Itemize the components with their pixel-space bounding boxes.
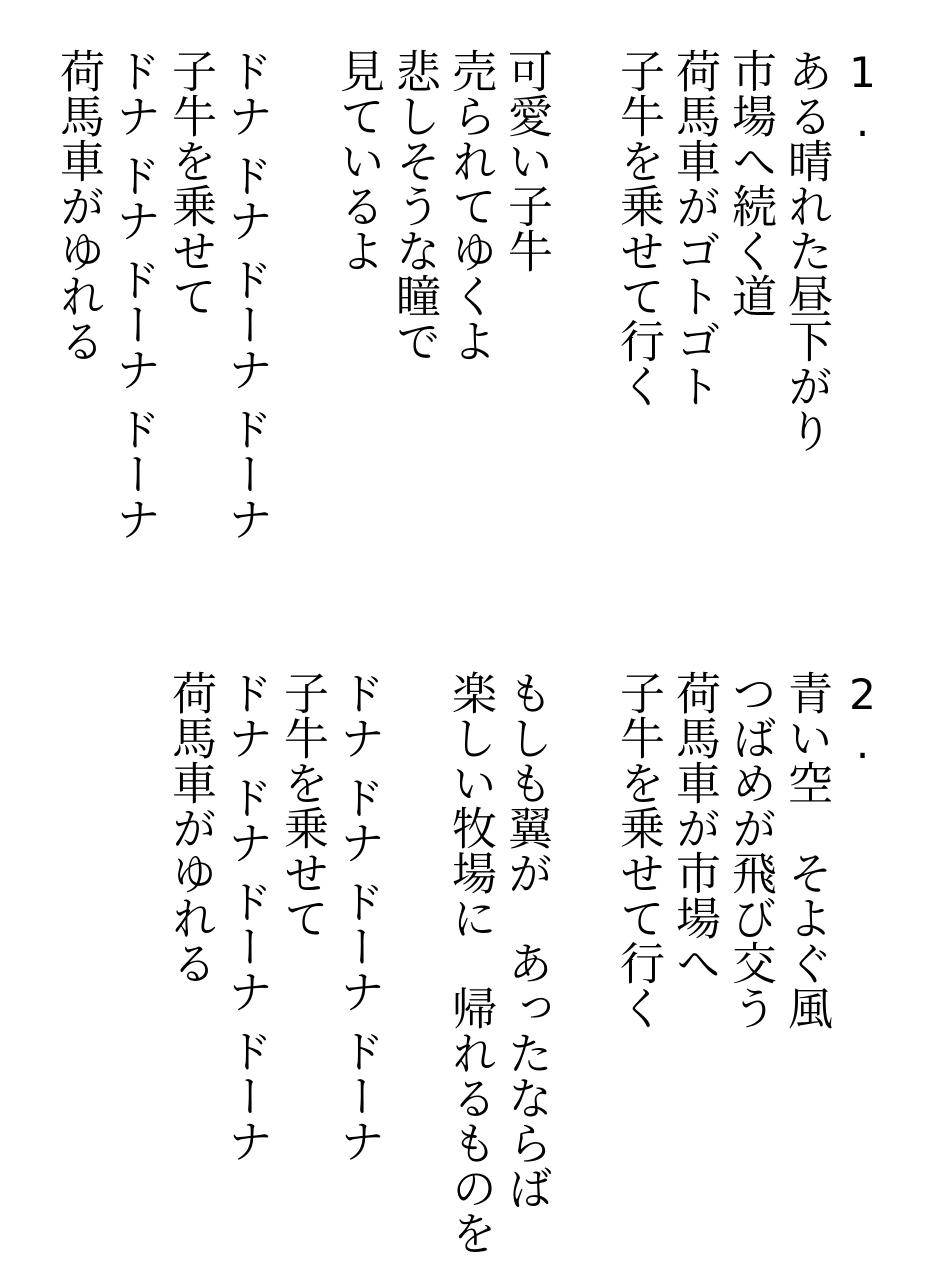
lyric-line: ドナ ドナ ドーナ ドーナ <box>108 48 161 541</box>
lyric-line: 子牛を乗せて行く <box>612 48 665 408</box>
lyric-line: ドナ ドナ ドーナ ドーナ <box>220 670 273 1163</box>
lyric-line: ある晴れた昼下がり <box>780 48 833 453</box>
lyric-line: 子牛を乗せて行く <box>612 670 665 1030</box>
lyric-line: つばめが飛び交う <box>724 670 777 1030</box>
lyric-line: 見ているよ <box>332 48 385 273</box>
lyric-line: 荷馬車がゆれる <box>164 670 217 985</box>
lyric-line: 市場へ続く道 <box>724 48 777 318</box>
lyric-line: 子牛を乗せて <box>276 670 329 940</box>
stanza-gap <box>274 48 330 648</box>
lyric-line: 子牛を乗せて <box>164 48 217 318</box>
lyric-line: 荷馬車がゆれる <box>52 48 105 363</box>
lyric-line: もしも翼が あったならば <box>500 670 553 1210</box>
verse-2 <box>162 670 890 1270</box>
lyric-line: ドナ ドナ ドーナ ドーナ <box>332 670 385 1163</box>
lyric-line: 楽しい牧場に 帰れるものを <box>444 670 497 1255</box>
stanza-gap <box>554 670 610 1270</box>
lyric-line: 荷馬車がゴトゴト <box>668 48 721 408</box>
verse-number: 1. <box>838 48 887 146</box>
stanza-gap <box>554 48 610 648</box>
stanza-gap <box>386 670 442 1270</box>
lyric-line: 可愛い子牛 <box>500 48 553 273</box>
lyric-line: 悲しそうな瞳で <box>388 48 441 363</box>
lyric-line: 売られてゆくよ <box>444 48 497 363</box>
lyric-line: 荷馬車が市場へ <box>668 670 721 985</box>
verse-number: 2. <box>838 670 887 768</box>
lyric-line: ドナ ドナ ドーナ ドーナ <box>220 48 273 541</box>
verse-1 <box>50 48 890 648</box>
lyric-line: 青い空 そよぐ風 <box>780 670 833 1030</box>
